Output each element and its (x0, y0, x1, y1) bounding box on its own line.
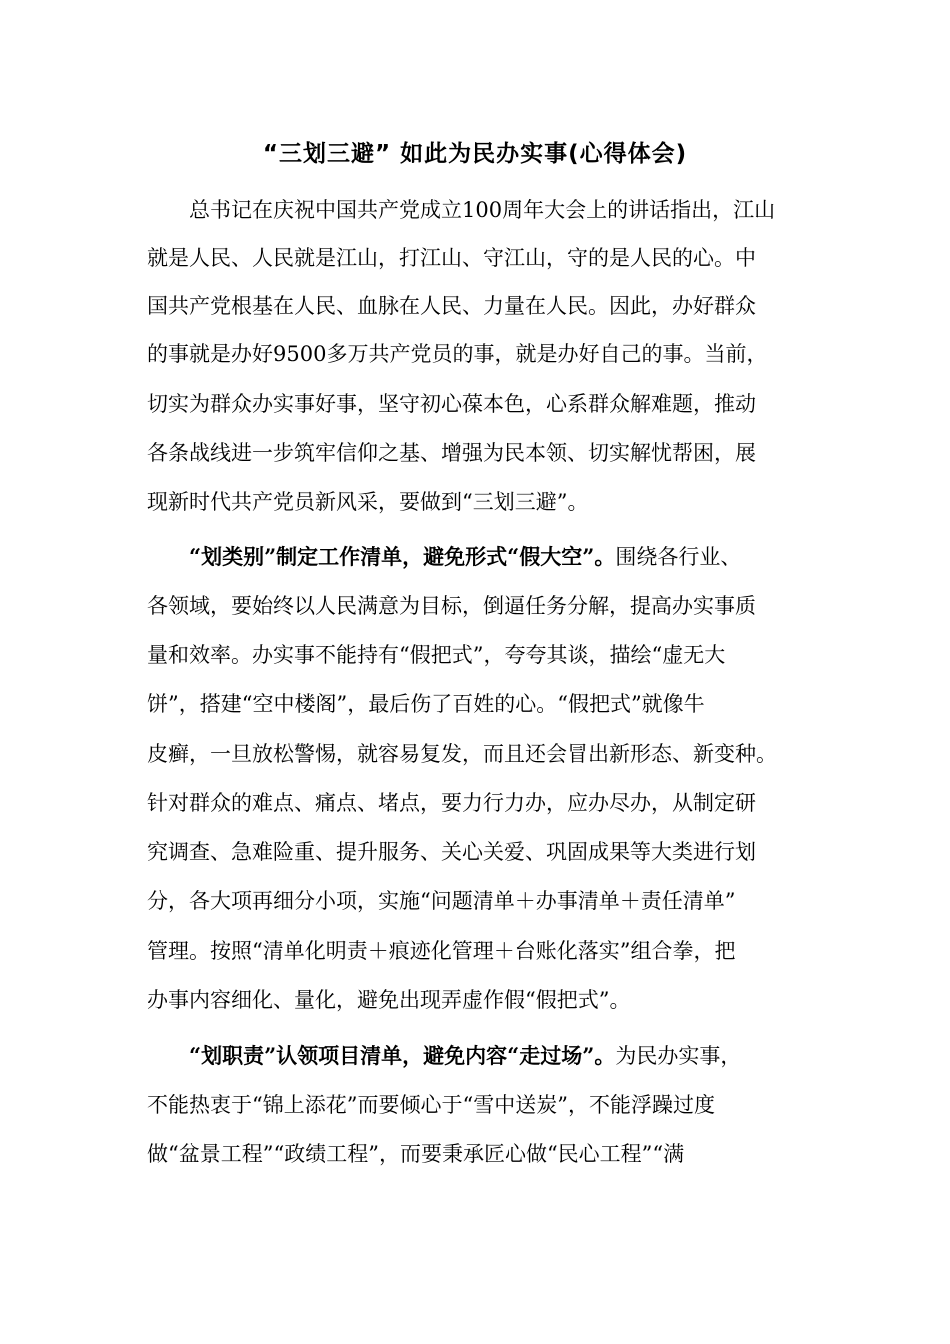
paragraph-2-line-8: 分，各大项再细分小项，实施“问题清单＋办事清单＋责任清单” (147, 889, 736, 913)
paragraph-3-line-1 (189, 1042, 807, 1070)
paragraph-1-line-2: 就是人民、人民就是江山，打江山、守江山，守的是人民的心。中 (147, 246, 756, 270)
paragraph-2-line-2: 各领域，要始终以人民满意为目标，倒逼任务分解，提高办实事质 (147, 594, 756, 618)
paragraph-2-lead-rest: 围绕各行业、 (615, 545, 742, 569)
paragraph-3-line-3: 做“盆景工程”“政绩工程”，而要秉承匠心做“民心工程”“满 (147, 1142, 685, 1166)
paragraph-2-line-3: 量和效率。办实事不能持有“假把式”，夸夸其谈，描绘“虚无大 (147, 643, 726, 667)
paragraph-1-line-7: 现新时代共产党员新风采，要做到“三划三避”。 (147, 490, 589, 514)
paragraph-3-lead: “划职责”认领项目清单，避免内容“走过场”。 (189, 1043, 616, 1068)
paragraph-2-line-7: 究调查、急难险重、提升服务、关心关爱、巩固成果等大类进行划 (147, 840, 756, 864)
paragraph-2-line-6: 针对群众的难点、痛点、堵点，要力行力办，应办尽办，从制定研 (147, 791, 756, 815)
paragraph-2-lead: “划类别”制定工作清单，避免形式“假大空”。 (189, 544, 616, 569)
paragraph-3-lead-rest: 为民办实事， (615, 1044, 742, 1068)
paragraph-1-line-4: 的事就是办好9500多万共产党员的事，就是办好自己的事。当前， (147, 342, 768, 366)
paragraph-2-line-5: 皮癣，一旦放松警惕，就容易复发，而且还会冒出新形态、新变种。 (147, 742, 777, 766)
paragraph-3-line-2: 不能热衷于“锦上添花”而要倾心于“雪中送炭”，不能浮躁过度 (147, 1093, 715, 1117)
document-title: “三划三避” 如此为民办实事(心得体会) (262, 141, 688, 167)
paragraph-1-line-1: 总书记在庆祝中国共产党成立100周年大会上的讲话指出，江山 (189, 198, 776, 222)
paragraph-2-line-1 (189, 543, 807, 571)
paragraph-2-line-10: 办事内容细化、量化，避免出现弄虚作假“假把式”。 (147, 988, 631, 1012)
paragraph-2-line-4: 饼”，搭建“空中楼阁”，最后伤了百姓的心。“假把式”就像牛 (147, 692, 705, 716)
paragraph-2-line-9: 管理。按照“清单化明责＋痕迹化管理＋台账化落实”组合拳，把 (147, 939, 736, 963)
paragraph-1-line-3: 国共产党根基在人民、血脉在人民、力量在人民。因此，办好群众 (147, 294, 756, 318)
paragraph-1-line-5: 切实为群众办实事好事，坚守初心葆本色，心系群众解难题，推动 (147, 392, 756, 416)
paragraph-1-line-6: 各条战线进一步筑牢信仰之基、增强为民本领、切实解忧帮困，展 (147, 441, 756, 465)
